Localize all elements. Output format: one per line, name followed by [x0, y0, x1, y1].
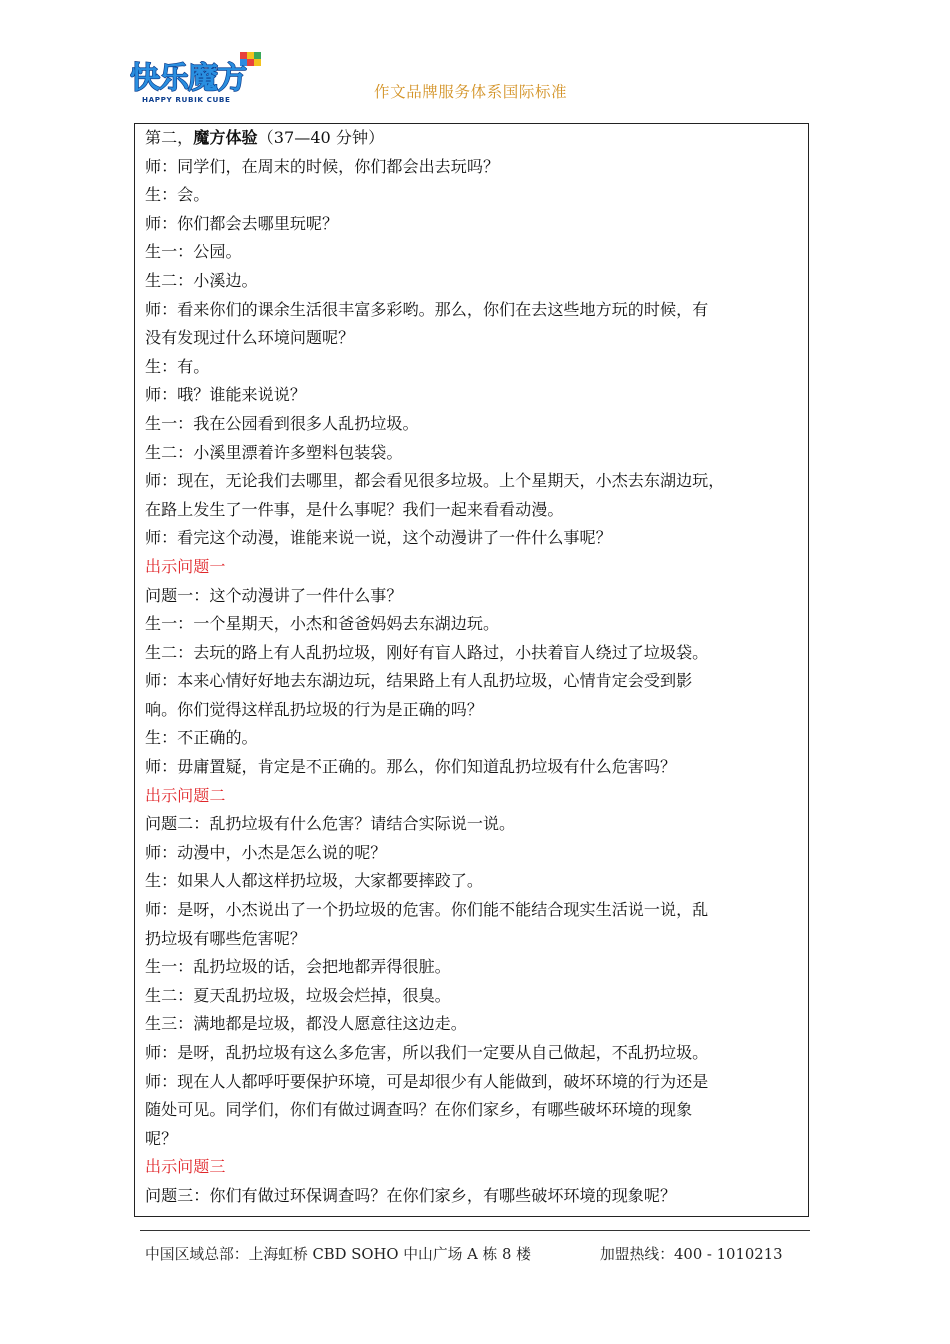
- dialogue-line: 师：哦？谁能来说说？: [145, 385, 306, 405]
- dialogue-line: 生：如果人人都这样扔垃圾，大家都要摔跤了。: [145, 871, 483, 891]
- dialogue-line: 师：看完这个动漫，谁能来说一说，这个动漫讲了一件什么事呢？: [145, 528, 612, 548]
- question-prompt-line: 出示问题一: [145, 556, 226, 576]
- section-heading: [145, 124, 805, 153]
- dialogue-line: 师：看来你们的课余生活很丰富多彩哟。那么，你们在去这些地方玩的时候，有: [145, 299, 709, 319]
- dialogue-line: 生：会。: [145, 185, 210, 205]
- logo-english-text: HAPPY RUBIK CUBE: [142, 95, 231, 104]
- footer-hotline: 加盟热线：400 - 1010213: [600, 1246, 783, 1263]
- dialogue-line: 师：毋庸置疑，肯定是不正确的。那么，你们知道乱扔垃圾有什么危害吗？: [145, 757, 677, 777]
- question-prompt-line: 出示问题三: [145, 1157, 226, 1177]
- dialogue-line: 生二：去玩的路上有人乱扔垃圾，刚好有盲人路过，小扶着盲人绕过了垃圾袋。: [145, 642, 709, 662]
- dialogue-line: 问题三：你们有做过环保调查吗？在你们家乡，有哪些破坏环境的现象呢？: [145, 1185, 677, 1205]
- dialogue-line: 没有发现过什么环境问题呢？: [145, 328, 355, 348]
- lesson-dialogue: [145, 124, 805, 1211]
- dialogue-line: 生一：公园。: [145, 242, 242, 262]
- dialogue-line: 师：动漫中，小杰是怎么说的呢？: [145, 842, 387, 862]
- dialogue-line: 师：本来心情好好地去东湖边玩，结果路上有人乱扔垃圾，心情肯定会受到影: [145, 671, 693, 691]
- dialogue-line: 生二：小溪里漂着许多塑料包装袋。: [145, 442, 403, 462]
- dialogue-line: 生二：夏天乱扔垃圾，垃圾会烂掉，很臭。: [145, 985, 451, 1005]
- dialogue-line: 生：有。: [145, 356, 210, 376]
- dialogue-line: 生三：满地都是垃圾，都没人愿意往这边走。: [145, 1014, 467, 1034]
- dialogue-line: 师：你们都会去哪里玩呢？: [145, 213, 339, 233]
- dialogue-line: 在路上发生了一件事，是什么事呢？我们一起来看看动漫。: [145, 499, 564, 519]
- dialogue-line: 师：同学们，在周末的时候，你们都会出去玩吗？: [145, 156, 500, 176]
- dialogue-line: 师：现在，无论我们去哪里，都会看见很多垃圾。上个星期天，小杰去东湖边玩，: [145, 471, 725, 491]
- question-prompt-line: 出示问题二: [145, 785, 226, 805]
- dialogue-line: 扔垃圾有哪些危害呢？: [145, 928, 306, 948]
- dialogue-line: 问题二：乱扔垃圾有什么危害？请结合实际说一说。: [145, 814, 516, 834]
- dialogue-line: 呢？: [145, 1128, 178, 1148]
- lesson-content-box: [134, 123, 809, 1217]
- dialogue-line: 生一：一个星期天，小杰和爸爸妈妈去东湖边玩。: [145, 614, 500, 634]
- section-time: （37—40 分钟）: [257, 128, 385, 147]
- dialogue-line: 生一：乱扔垃圾的话，会把地都弄得很脏。: [145, 957, 451, 977]
- footer-divider: [140, 1230, 810, 1231]
- dialogue-line: 师：是呀，乱扔垃圾有这么多危害，所以我们一定要从自己做起，不乱扔垃圾。: [145, 1043, 709, 1062]
- brand-slogan: 作文品牌服务体系国际标准: [374, 83, 568, 101]
- section-prefix: 第二，: [145, 128, 194, 147]
- logo-chinese-text: 快乐魔方: [130, 61, 246, 96]
- footer-address: 中国区域总部：上海虹桥 CBD SOHO 中山广场 A 栋 8 楼: [145, 1246, 531, 1263]
- dialogue-line: 师：现在人人都呼吁要保护环境，可是却很少有人能做到，破坏环境的行为还是: [145, 1071, 709, 1091]
- dialogue-line: 生二：小溪边。: [145, 270, 258, 290]
- dialogue-line: 随处可见。同学们，你们有做过调查吗？在你们家乡，有哪些破坏环境的现象: [145, 1100, 693, 1120]
- section-title: 魔方体验: [193, 128, 258, 147]
- dialogue-line: 生：不正确的。: [145, 728, 258, 748]
- happy-rubik-cube-logo: [128, 48, 262, 106]
- dialogue-line: 问题一：这个动漫讲了一件什么事？: [145, 585, 403, 605]
- dialogue-line: 响。你们觉得这样乱扔垃圾的行为是正确的吗？: [145, 699, 483, 719]
- dialogue-line: 师：是呀，小杰说出了一个扔垃圾的危害。你们能不能结合现实生活说一说，乱: [145, 900, 709, 920]
- dialogue-line: 生一：我在公园看到很多人乱扔垃圾。: [145, 413, 419, 433]
